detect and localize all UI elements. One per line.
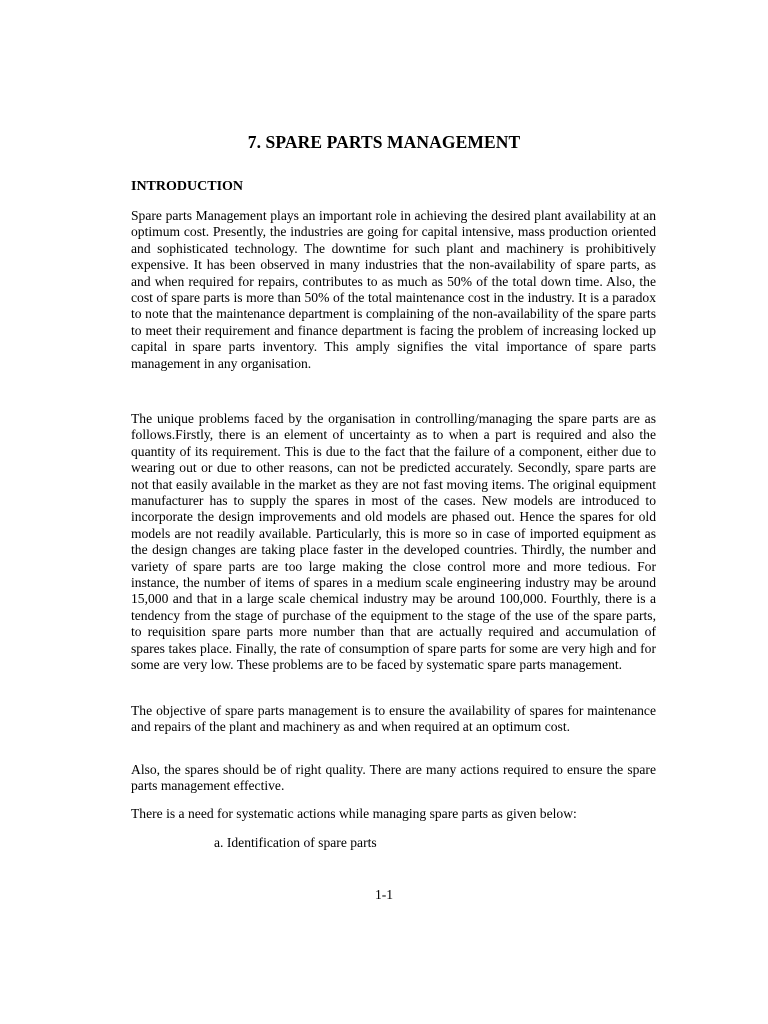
paragraph-quality: Also, the spares should be of right quality. There are many actions required to ensure the spare parts management effective. bbox=[131, 762, 656, 794]
paragraph-introduction: Spare parts Management plays an important role in achieving the desired plant availability at an optimum cost. Presently, the industries are going for capital intensive, mass production oriented and sophisticated technology. The downtime for such plant and machinery is prohibitively expensive. It has been observed in many industries that the non-availability of spare parts, as and when required for repairs, contributes to as much as 50% of the total down time. Also, the cost of spare parts is more than 50% of the total maintenance cost in the industry. It is a paradox to note that the maintenance department is complaining of the non-availability of the spare parts to meet their requirement and finance department is facing the problem of increasing locked up capital in spare parts inventory. This amply signifies the vital importance of spare parts management in any organisation. bbox=[131, 208, 656, 371]
section-heading: INTRODUCTION bbox=[131, 179, 244, 194]
page-number: 1-1 bbox=[374, 887, 394, 902]
paragraph-unique-problems: The unique problems faced by the organisation in controlling/managing the spare parts are as follows.Firstly, there is an element of uncertainty as to when a part is required and also the quantity of its requirement. This is due to the fact that the failure of a component, either due to wearing out or due to other reasons, can not be predicted accurately. Secondly, spare parts are not that easily available in the market as they are not fast moving items. The original equipment manufacturer has to supply the spares in most of the cases. New models are introduced to incorporate the design improvements and old models are phased out. Hence the spares for old models are not readily available. Particularly, this is more so in case of imported equipment as the design changes are taking place faster in the developed countries. Thirdly, the number and variety of spare parts are too large making the close control more and more tedious. For instance, the number of items of spares in a medium scale engineering industry may be around 15,000 and that in a large scale chemical industry may be around 100,000. Fourthly, there is a tendency from the stage of purchase of the equipment to the stage of the use of the spare parts, to requisition spare parts more number than that are actually required and accumulation of spares takes place. Finally, the rate of consumption of spare parts for some are very high and for some are very low. These problems are to be faced by systematic spare parts management. bbox=[131, 411, 656, 673]
paragraph-objective: The objective of spare parts management is to ensure the availability of spares for maintenance and repairs of the plant and machinery as and when required at an optimum cost. bbox=[131, 703, 656, 735]
page-title: 7. SPARE PARTS MANAGEMENT bbox=[247, 132, 521, 152]
list-item: a. Identification of spare parts bbox=[214, 835, 377, 850]
paragraph-systematic-actions: There is a need for systematic actions while managing spare parts as given below: bbox=[131, 806, 577, 821]
